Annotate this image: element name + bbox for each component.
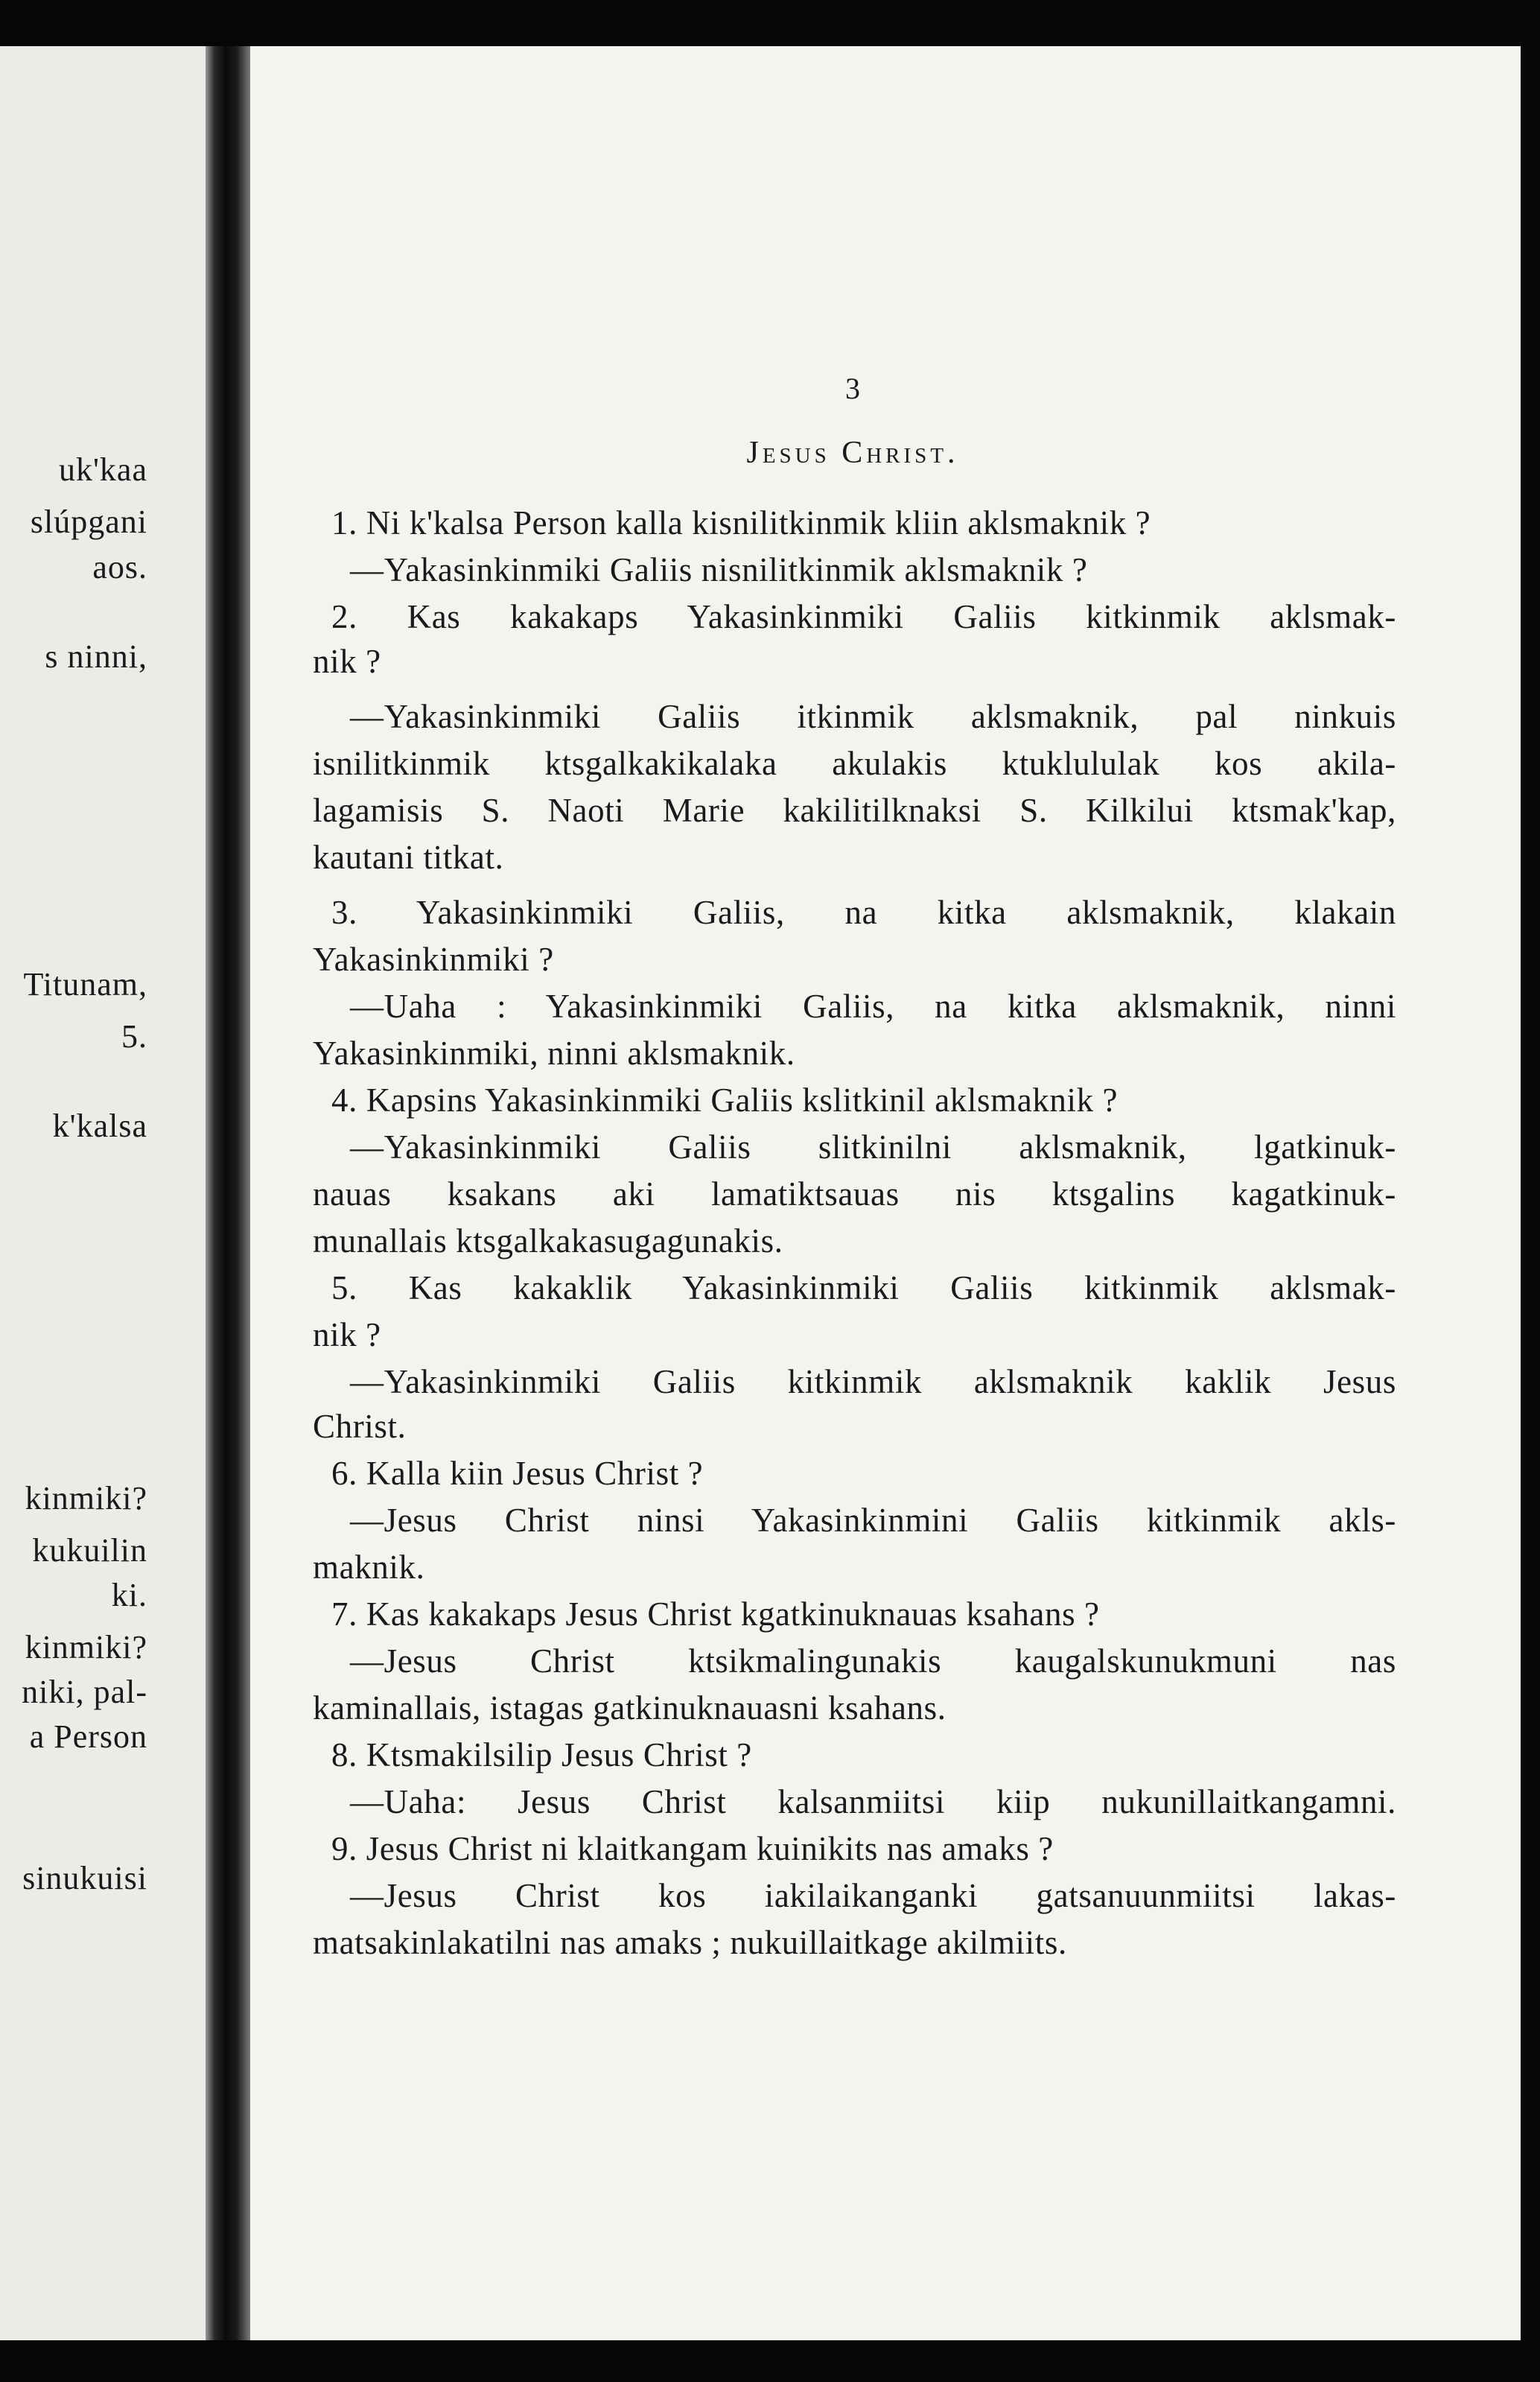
left-fragment-line: slúpgani	[30, 504, 147, 540]
answer-line: —Uaha : Yakasinkinmiki Galiis, na kitka aklsmaknik, ninni	[350, 988, 1396, 1025]
left-fragment-line: 5.	[121, 1018, 147, 1055]
answer-line: —Yakasinkinmiki Galiis kitkinmik aklsmaknik kaklik Jesus	[350, 1363, 1396, 1400]
question-line: 4. Kapsins Yakasinkinmiki Galiis kslitkinil aklsmaknik ?	[331, 1082, 1119, 1119]
left-fragment-line: kinmiki?	[25, 1629, 147, 1665]
answer-line: —Uaha: Jesus Christ kalsanmiitsi kiip nukunillaitkangamni.	[350, 1783, 1396, 1820]
answer-line: —Jesus Christ ninsi Yakasinkinmini Galiis kitkinmik akls-	[350, 1502, 1396, 1539]
left-fragment-line: sinukuisi	[22, 1860, 147, 1896]
answer-line-continued: matsakinlakatilni nas amaks ; nukuillaitkage akilmiits.	[313, 1924, 1067, 1961]
left-fragment-line: uk'kaa	[59, 451, 147, 488]
question-line: 5. Kas kakaklik Yakasinkinmiki Galiis kitkinmik aklsmak-	[331, 1269, 1396, 1306]
scan-border-right	[1521, 46, 1540, 2340]
left-fragment-line: s ninni,	[45, 638, 147, 675]
left-fragment-line: kukuilin	[32, 1532, 147, 1569]
question-line: 9. Jesus Christ ni klaitkangam kuinikits nas amaks ?	[331, 1830, 1054, 1867]
answer-line: —Yakasinkinmiki Galiis itkinmik aklsmaknik, pal ninkuis	[350, 698, 1396, 735]
answer-line: —Jesus Christ kos iakilaikanganki gatsanuunmiitsi lakas-	[350, 1877, 1396, 1914]
left-fragment-line: aos.	[92, 549, 147, 585]
answer-line-continued: maknik.	[313, 1549, 425, 1586]
left-fragment-line: kinmiki?	[25, 1480, 147, 1516]
question-line: 8. Ktsmakilsilip Jesus Christ ?	[331, 1736, 752, 1773]
scan-border-top	[0, 0, 1540, 46]
left-fragment-line: niki, pal-	[22, 1674, 147, 1710]
answer-line: —Yakasinkinmiki Galiis slitkinilni aklsmaknik, lgatkinuk-	[350, 1128, 1396, 1166]
answer-line-continued: kautani titkat.	[313, 839, 504, 876]
page-number: 3	[845, 372, 860, 405]
answer-line: —Yakasinkinmiki Galiis nisnilitkinmik aklsmaknik ?	[350, 551, 1088, 588]
answer-line-continued: kaminallais, istagas gatkinuknauasni ksahans.	[313, 1689, 946, 1727]
scan-border-bottom	[0, 2340, 1540, 2382]
question-line: 3. Yakasinkinmiki Galiis, na kitka aklsmaknik, klakain	[331, 894, 1396, 931]
question-line: 7. Kas kakakaps Jesus Christ kgatkinuknauas ksahans ?	[331, 1595, 1100, 1633]
answer-line-continued: isnilitkinmik ktsgalkakikalaka akulakis ktuklululak kos akila-	[313, 745, 1396, 782]
left-fragment-line: ki.	[111, 1577, 147, 1613]
answer-line-continued: Yakasinkinmiki, ninni aklsmaknik.	[313, 1035, 795, 1072]
question-line-continued: nik ?	[313, 643, 381, 680]
question-line: 6. Kalla kiin Jesus Christ ?	[331, 1455, 704, 1492]
answer-line: —Jesus Christ ktsikmalingunakis kaugalskunukmuni nas	[350, 1642, 1396, 1680]
left-fragment-line: a Person	[29, 1718, 147, 1755]
answer-line-continued: nauas ksakans aki lamatiktsauas nis ktsgalins kagatkinuk-	[313, 1175, 1396, 1213]
question-line: 2. Kas kakakaps Yakasinkinmiki Galiis kitkinmik aklsmak-	[331, 598, 1396, 635]
left-fragment-line: Titunam,	[23, 966, 147, 1003]
section-title: Jesus Christ.	[746, 436, 959, 470]
left-page-fragment	[0, 46, 206, 2340]
question-line-continued: nik ?	[313, 1316, 381, 1353]
question-line-continued: Yakasinkinmiki ?	[313, 941, 554, 978]
answer-line-continued: lagamisis S. Naoti Marie kakilitilknaksi S. Kilkilui ktsmak'kap,	[313, 792, 1396, 829]
answer-line-continued: Christ.	[313, 1408, 407, 1445]
left-fragment-line: k'kalsa	[52, 1108, 147, 1144]
question-line: 1. Ni k'kalsa Person kalla kisnilitkinmik kliin aklsmaknik ?	[331, 504, 1151, 541]
answer-line-continued: munallais ktsgalkakasugagunakis.	[313, 1222, 783, 1260]
book-gutter	[206, 46, 250, 2340]
